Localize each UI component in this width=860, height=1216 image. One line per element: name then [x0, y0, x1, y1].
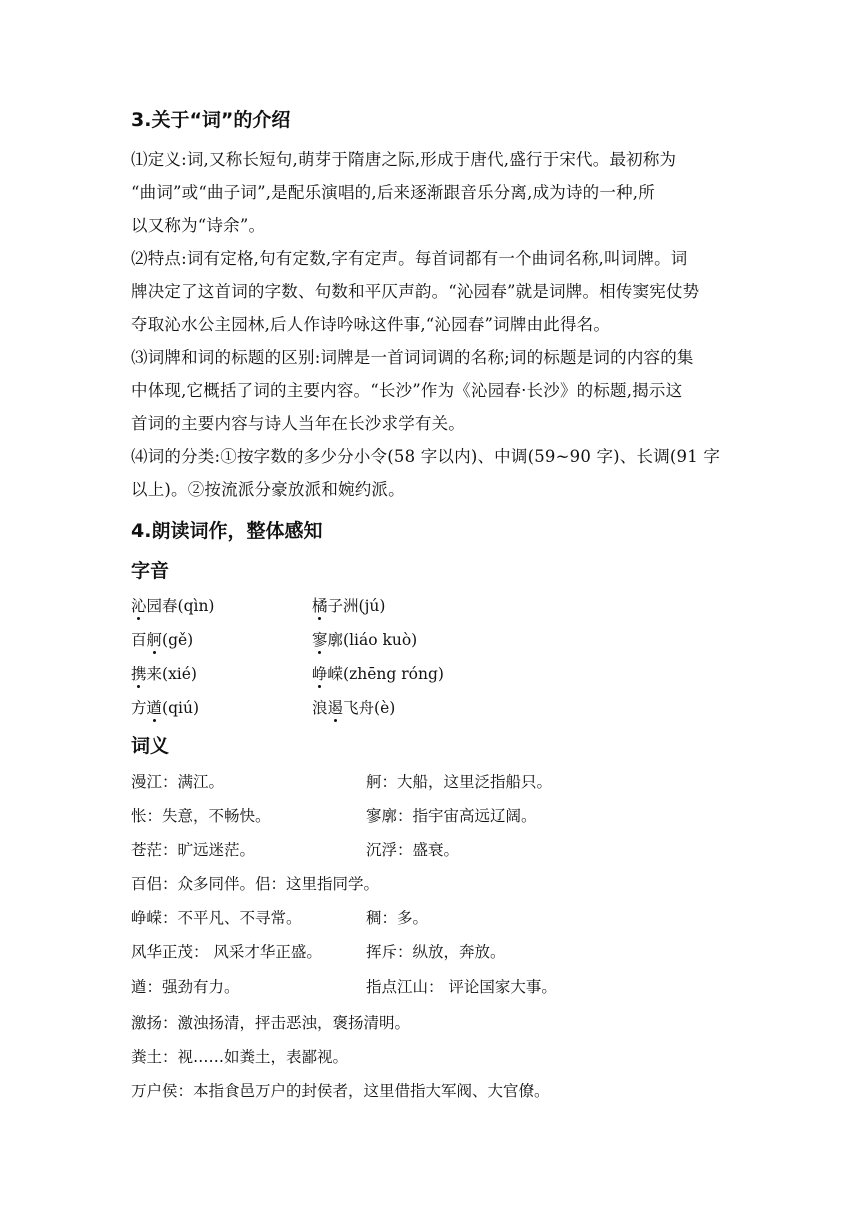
paragraph-line: 以上)。②按流派分豪放派和婉约派。: [131, 480, 405, 499]
meaning-item: 舸：大船，这里泛指船只。: [366, 773, 553, 791]
paragraph-line: 以又称为“诗余”。: [131, 216, 266, 235]
text-segment: 廓(liáo kuò): [327, 631, 418, 649]
pronunciation-item: [131, 628, 193, 650]
text-segment: 浪: [312, 699, 328, 717]
emphasis-char: 遏: [328, 696, 344, 718]
paragraph-line: ⑵特点:词有定格,句有定数,字有定声。每首词都有一个曲词名称,叫词牌。词: [131, 249, 688, 268]
text-segment: 飞舟(è): [343, 699, 396, 717]
section-3-heading: 3.关于“词”的介绍: [131, 109, 291, 131]
section-4-heading: 4.朗读词作，整体感知: [131, 520, 323, 542]
meaning-item: 粪土：视……如粪土，表鄙视。: [131, 1048, 349, 1066]
meaning-item: 遒：强劲有力。: [131, 978, 240, 996]
paragraph-line: 中体现,它概括了词的主要内容。“长沙”作为《沁园春·长沙》的标题,揭示这: [131, 381, 683, 400]
emphasis-char: 舸: [147, 628, 163, 650]
text-segment: (gě): [162, 631, 194, 649]
meaning-item: 百侣：众多同伴。侣：这里指同学。: [131, 875, 380, 893]
emphasis-char: 寥: [312, 628, 328, 650]
pronunciation-item: [131, 696, 199, 718]
text-segment: 园春(qìn): [146, 597, 215, 615]
meaning-item: 风华正茂： 风采才华正盛。: [131, 943, 322, 961]
text-segment: 来(xié): [146, 665, 197, 683]
text-segment: 子洲(jú): [327, 597, 386, 615]
paragraph-line: 首词的主要内容与诗人当年在长沙求学有关。: [131, 414, 465, 433]
pronunciation-item: [131, 662, 197, 684]
text-segment: 嵘(zhēng róng): [327, 665, 444, 683]
meaning-item: 苍茫：旷远迷茫。: [131, 841, 256, 859]
paragraph-line: ⑷词的分类:①按字数的多少分小令(58 字以内)、中调(59~90 字)、长调(91 字: [131, 447, 721, 466]
meaning-item: 怅：失意，不畅快。: [131, 807, 271, 825]
text-segment: 百: [131, 631, 147, 649]
pronunciation-item: [312, 594, 385, 616]
emphasis-char: 遒: [147, 696, 163, 718]
paragraph-line: 牌决定了这首词的字数、句数和平仄声韵。“沁园春”就是词牌。相传窦宪仗势: [131, 282, 700, 301]
emphasis-char: 沁: [131, 594, 147, 616]
paragraph-line: 夺取沁水公主园林,后人作诗吟咏这件事,“沁园春”词牌由此得名。: [131, 315, 611, 334]
meaning-item: 峥嵘：不平凡、不寻常。: [131, 909, 302, 927]
paragraph-line: ⑴定义:词,又称长短句,萌芽于隋唐之际,形成于唐代,盛行于宋代。最初称为: [131, 150, 677, 169]
pronunciation-item: [131, 594, 214, 616]
meaning-item: 万户侯：本指食邑万户的封侯者，这里借指大军阀、大官僚。: [131, 1082, 550, 1100]
meaning-item: 稠：多。: [366, 909, 429, 927]
pronunciation-item: [312, 696, 395, 718]
pronunciation-heading: 字音: [131, 560, 170, 582]
paragraph-line: ⑶词牌和词的标题的区别:词牌是一首词词调的名称;词的标题是词的内容的集: [131, 348, 694, 367]
emphasis-char: 峥: [312, 662, 328, 684]
emphasis-char: 携: [131, 662, 147, 684]
pronunciation-item: [312, 628, 417, 650]
text-segment: 方: [131, 699, 147, 717]
meaning-item: 沉浮：盛衰。: [366, 841, 460, 859]
meaning-item: 挥斥：纵放，奔放。: [366, 943, 506, 961]
text-segment: (qiú): [162, 699, 199, 717]
meaning-heading: 词义: [131, 735, 170, 757]
pronunciation-item: [312, 662, 444, 684]
meaning-item: 指点江山： 评论国家大事。: [366, 978, 557, 996]
paragraph-line: “曲词”或“曲子词”,是配乐演唱的,后来逐渐跟音乐分离,成为诗的一种,所: [131, 183, 655, 202]
emphasis-char: 橘: [312, 594, 328, 616]
meaning-item: 漫江：满江。: [131, 773, 225, 791]
meaning-item: 寥廓：指宇宙高远辽阔。: [366, 807, 537, 825]
meaning-item: 激扬：激浊扬清，抨击恶浊，褒扬清明。: [131, 1014, 411, 1032]
